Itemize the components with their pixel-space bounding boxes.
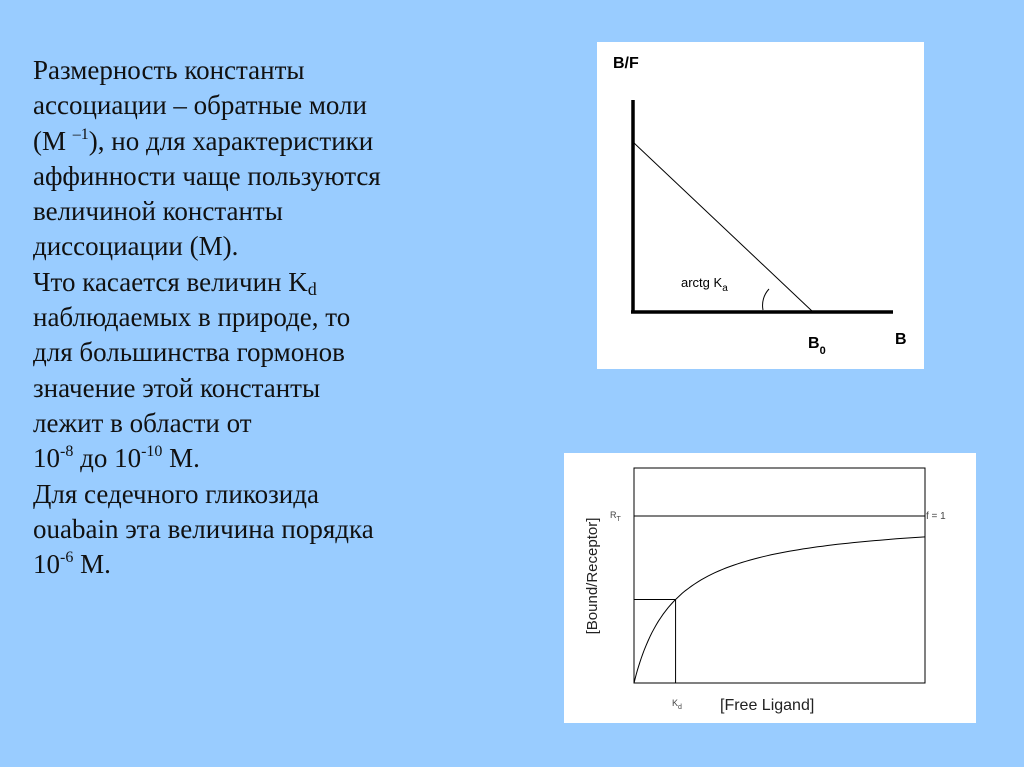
slide-text-text: ассоциации – обратные моли: [33, 90, 367, 121]
slide-text-line: [33, 124, 503, 159]
scatchard-plot-svg: [597, 42, 924, 369]
kd-label: [672, 698, 682, 711]
slide-text-line: [33, 300, 503, 335]
slide-text-text: для большинства гормонов: [33, 337, 345, 368]
slide-text-text: Размерность константы: [33, 55, 305, 85]
slide-body-text: [33, 53, 503, 582]
angle-arc: [763, 289, 769, 310]
angle-label-sub: a: [722, 283, 728, 294]
scatchard-x-label: B: [895, 331, 907, 348]
slide-text-line: [33, 512, 503, 547]
slide-text-line: [33, 265, 503, 300]
rt-label: [610, 510, 622, 523]
b0-label: [808, 335, 826, 357]
slide-text-pre: 10: [33, 549, 60, 580]
slide-text-line: [33, 159, 503, 194]
binding-y-label: [Bound/Receptor]: [584, 517, 601, 635]
rt-label-sub: T: [616, 516, 621, 523]
slide-text-text: Для седечного гликозида: [33, 478, 319, 509]
slide-text-pre: Что касается величин K: [33, 266, 308, 297]
slide-text-line: [33, 194, 503, 229]
rt-label-main: R: [610, 510, 617, 520]
slide-text-pre: (M: [33, 125, 73, 156]
slide-text-pre: 10: [33, 443, 60, 474]
slide-text-sup: -8: [60, 443, 74, 461]
slide-text-line: [33, 335, 503, 370]
kd-label-sub: d: [678, 704, 682, 711]
slide-text-sub: d: [307, 278, 317, 299]
slide-text-post: ), но для характеристики: [88, 125, 374, 156]
slide-text-line: [33, 229, 503, 264]
binding-plot-frame: [634, 468, 925, 683]
slide-text-text: аффинности чаще пользуются: [33, 160, 381, 191]
binding-curve-chart: [564, 453, 976, 723]
b0-label-main: B: [808, 335, 820, 352]
slide-text-line: [33, 88, 503, 123]
slide-text-sup2: -10: [141, 443, 163, 461]
slide-text-text: диссоциации (M).: [33, 231, 239, 262]
slide-text-text: наблюдаемых в природе, то: [33, 302, 351, 333]
slide-text-text: значение этой константы: [33, 372, 321, 403]
angle-label: [681, 275, 728, 294]
slide-text-sup: -6: [60, 549, 74, 567]
slide-text-text: ouabain эта величина порядка: [33, 513, 374, 544]
binding-curve-svg: [564, 453, 976, 723]
slide-text-line: [33, 371, 503, 406]
binding-x-label: [Free Ligand]: [720, 697, 815, 714]
slide-text-line: [33, 547, 503, 582]
slide-text-post: M.: [162, 443, 200, 474]
slide-text-text: величиной константы: [33, 196, 283, 227]
scatchard-y-label: B/F: [613, 55, 639, 72]
slide-text-line: [33, 441, 503, 476]
slide-text-post: M.: [73, 549, 111, 580]
slide-text-line: [33, 477, 503, 512]
scatchard-plot: [597, 42, 924, 369]
f-equals-1-label: f = 1: [926, 511, 946, 522]
binding-curve: [634, 537, 925, 683]
slide-text-text: лежит в области от: [33, 407, 252, 438]
slide-text-sup: –1: [72, 125, 89, 143]
slide-text-line: [33, 406, 503, 441]
angle-label-main: arctg K: [681, 275, 723, 290]
b0-label-sub: 0: [819, 345, 826, 357]
kd-label-main: K: [672, 698, 679, 708]
slide-text-mid: до 10: [73, 443, 142, 474]
slide-text-line: [33, 53, 503, 88]
